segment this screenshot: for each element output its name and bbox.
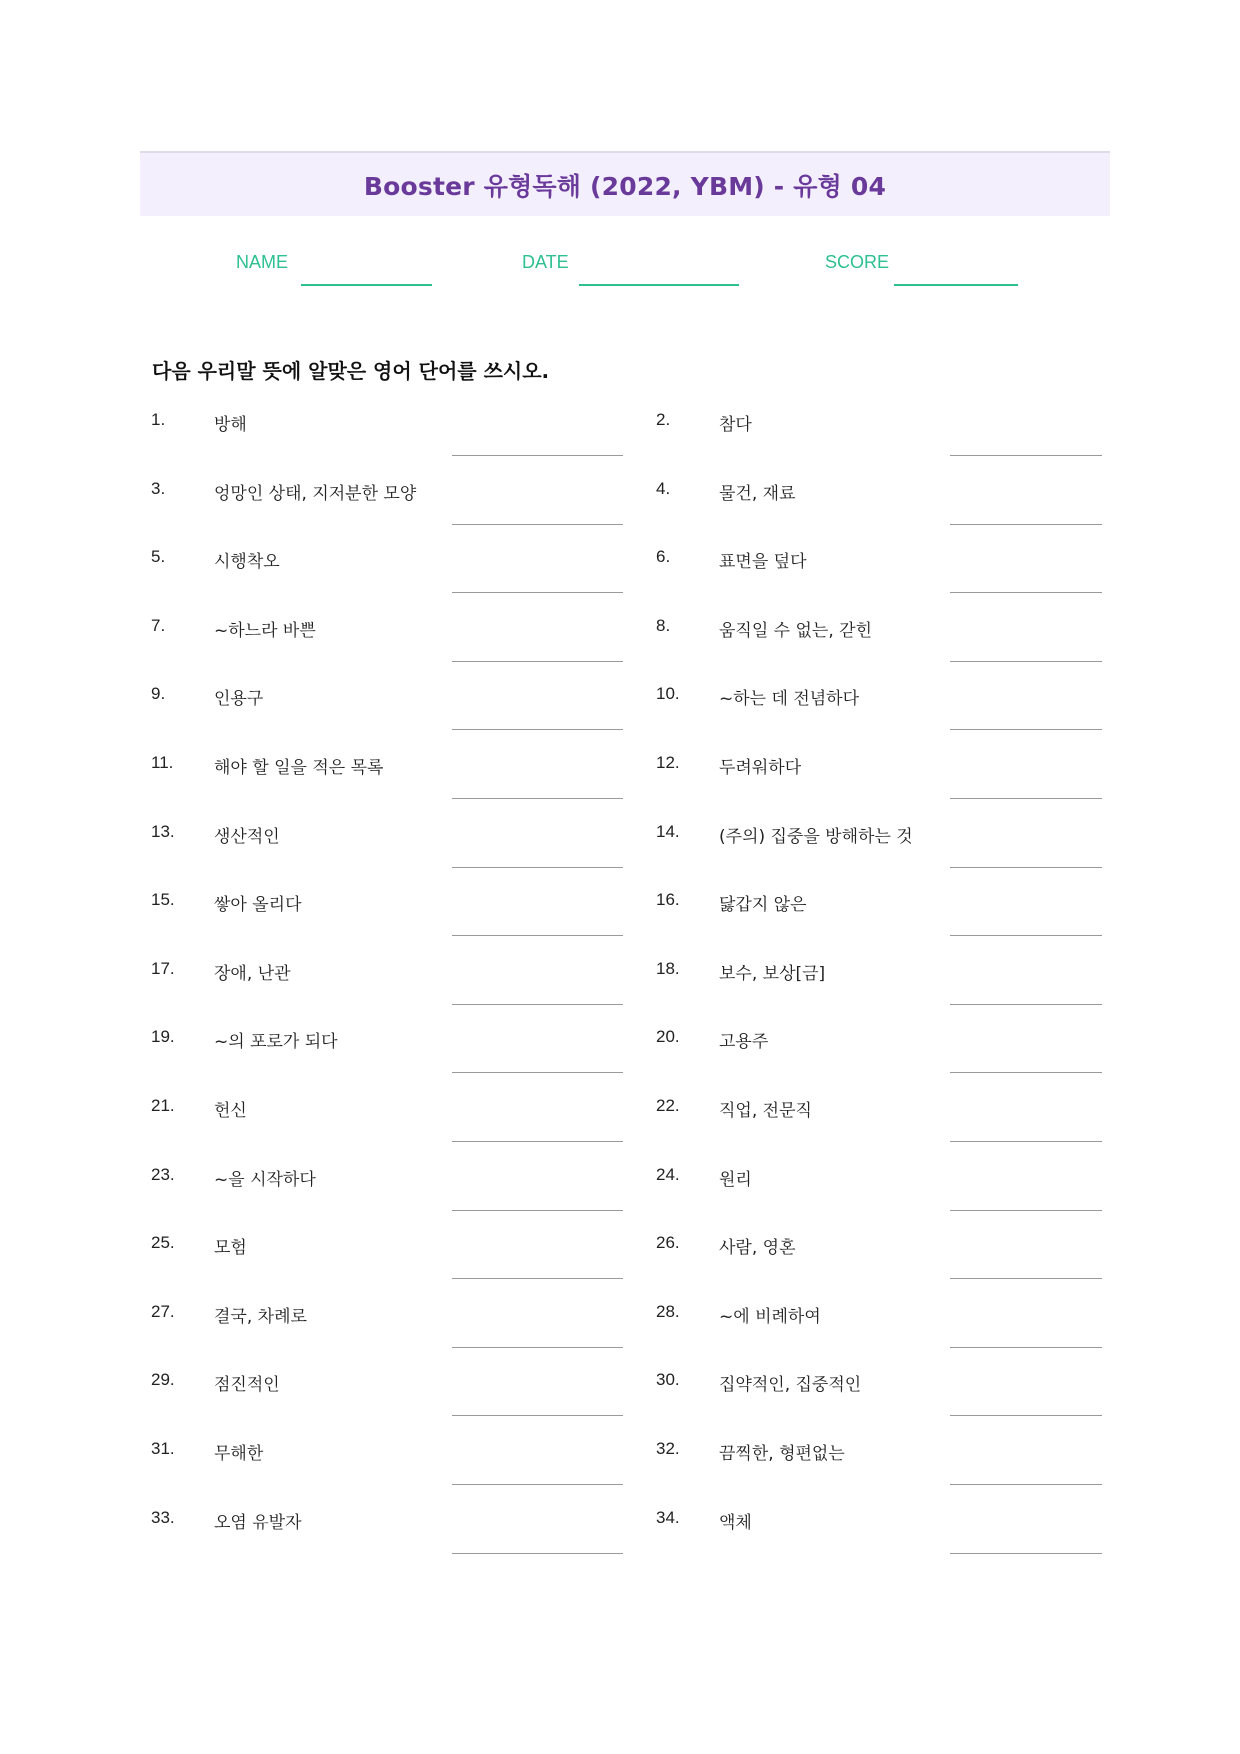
vocab-item: [151, 890, 623, 959]
name-label: NAME: [236, 252, 289, 272]
answer-blank[interactable]: [452, 1141, 623, 1142]
vocab-item-meaning: 두려워하다: [719, 758, 802, 778]
vocab-item: [656, 1439, 1102, 1508]
vocab-item: [151, 1439, 623, 1508]
vocab-item-number: 15.: [151, 890, 175, 910]
vocab-item-meaning: 보수, 보상[금]: [719, 963, 826, 984]
vocab-item-number: 7.: [151, 615, 166, 635]
vocab-item: [151, 616, 623, 685]
vocab-item-number: 11.: [151, 753, 174, 772]
date-label: DATE: [522, 252, 569, 272]
vocab-item-number: 13.: [151, 821, 175, 841]
answer-blank[interactable]: [950, 867, 1102, 868]
vocab-item-number: 22.: [656, 1096, 680, 1115]
answer-blank[interactable]: [452, 1347, 623, 1348]
vocab-item: [656, 1508, 1102, 1577]
answer-blank[interactable]: [452, 1072, 623, 1073]
vocab-item-meaning: 생산적인: [214, 826, 280, 847]
vocab-item-number: 27.: [151, 1301, 175, 1321]
answer-blank[interactable]: [950, 1004, 1102, 1005]
vocab-item: [151, 684, 623, 753]
vocab-item: [151, 1165, 623, 1234]
vocab-item-meaning: 닳갑지 않은: [719, 895, 807, 916]
answer-blank[interactable]: [950, 1347, 1102, 1348]
vocab-item-meaning: 직업, 전문직: [719, 1101, 812, 1121]
vocab-item-number: 17.: [151, 958, 175, 978]
vocab-item-number: 12.: [656, 753, 680, 772]
vocab-item-number: 30.: [656, 1370, 680, 1390]
vocab-item-meaning: 집약적인, 집중적인: [719, 1375, 862, 1396]
vocab-item-number: 4.: [656, 478, 671, 498]
vocab-item-meaning: 엉망인 상태, 지저분한 모양: [214, 483, 417, 504]
vocab-item: [656, 684, 1102, 753]
vocab-item-number: 10.: [656, 684, 680, 704]
vocab-item: [151, 1508, 623, 1577]
vocab-item: [151, 547, 623, 616]
vocab-item-number: 1.: [151, 410, 166, 429]
instruction-text: 다음 우리말 뜻에 알맞은 영어 단어를 쓰시오.: [152, 359, 550, 383]
vocab-item-number: 6.: [656, 547, 671, 567]
score-label: SCORE: [825, 252, 890, 272]
vocab-item-number: 24.: [656, 1164, 680, 1184]
vocab-item: [656, 822, 1102, 891]
vocab-item-number: 26.: [656, 1233, 680, 1253]
answer-blank[interactable]: [950, 1141, 1102, 1142]
vocab-item-meaning: 표면을 덮다: [719, 552, 807, 573]
vocab-item: [656, 547, 1102, 616]
answer-blank[interactable]: [452, 1415, 623, 1416]
answer-blank[interactable]: [452, 455, 623, 456]
vocab-item: [656, 410, 1102, 479]
vocab-item: [151, 1096, 623, 1165]
vocab-item-number: 25.: [151, 1233, 175, 1253]
vocab-item-number: 28.: [656, 1301, 680, 1321]
answer-blank[interactable]: [950, 455, 1102, 456]
vocab-item-meaning: 헌신: [214, 1101, 247, 1121]
vocab-item-meaning: 끔찍한, 형편없는: [719, 1444, 845, 1464]
vocab-item: [656, 1370, 1102, 1439]
vocab-item-meaning: 오염 유발자: [214, 1512, 302, 1533]
vocab-item-number: 8.: [656, 615, 671, 635]
vocab-item-number: 31.: [151, 1439, 175, 1458]
vocab-item: [656, 1096, 1102, 1165]
vocab-item-number: 33.: [151, 1507, 175, 1527]
answer-blank[interactable]: [950, 1415, 1102, 1416]
student-info-row: [0, 250, 1240, 290]
vocab-item-number: 21.: [151, 1096, 175, 1115]
vocab-item-meaning: 해야 할 일을 적은 목록: [214, 758, 384, 778]
vocab-item-meaning: (주의) 집중을 방해하는 것: [719, 826, 913, 847]
vocab-item-meaning: 장애, 난관: [214, 963, 291, 984]
vocab-item-number: 2.: [656, 410, 671, 429]
vocab-item: [151, 959, 623, 1028]
answer-blank[interactable]: [452, 592, 623, 593]
vocab-item: [151, 1027, 623, 1096]
vocab-item-meaning: 물건, 재료: [719, 483, 796, 504]
answer-blank[interactable]: [950, 1553, 1102, 1554]
answer-blank[interactable]: [452, 867, 623, 868]
vocab-item: [656, 479, 1102, 548]
vocab-item-meaning: ~하는 데 전념하다: [719, 689, 860, 710]
answer-blank[interactable]: [950, 1210, 1102, 1211]
answer-blank[interactable]: [452, 1004, 623, 1005]
vocab-item-number: 18.: [656, 958, 680, 978]
vocab-item-meaning: 방해: [214, 415, 247, 435]
answer-blank[interactable]: [950, 592, 1102, 593]
vocab-item-meaning: ~에 비례하여: [719, 1306, 821, 1327]
answer-blank[interactable]: [950, 729, 1102, 730]
vocab-item-meaning: 인용구: [214, 689, 264, 710]
answer-blank[interactable]: [452, 935, 623, 936]
vocab-item: [151, 822, 623, 891]
vocab-item-number: 32.: [656, 1439, 680, 1458]
score-field[interactable]: [894, 284, 1018, 286]
answer-blank[interactable]: [452, 798, 623, 799]
vocab-item: [656, 959, 1102, 1028]
answer-blank[interactable]: [452, 524, 623, 525]
vocab-item: [656, 1165, 1102, 1234]
vocab-item-meaning: 고용주: [719, 1032, 769, 1053]
vocab-item: [656, 1233, 1102, 1302]
vocab-item: [151, 753, 623, 822]
page-title: Booster 유형독해 (2022, YBM) - 유형 04: [363, 171, 887, 201]
vocab-item-meaning: 원리: [719, 1169, 752, 1190]
answer-blank[interactable]: [452, 729, 623, 730]
vocab-item-number: 29.: [151, 1370, 175, 1390]
title-bar: [140, 151, 1110, 216]
vocab-item-number: 23.: [151, 1164, 175, 1184]
vocab-item: [151, 1233, 623, 1302]
vocab-item-meaning: 액체: [719, 1512, 752, 1533]
vocab-item: [151, 410, 623, 479]
vocab-item-number: 5.: [151, 547, 166, 567]
vocab-item: [656, 890, 1102, 959]
vocab-item-number: 20.: [656, 1027, 680, 1047]
vocab-item: [151, 479, 623, 548]
vocab-item-number: 14.: [656, 821, 680, 841]
vocab-item-meaning: 무해한: [214, 1444, 264, 1464]
vocab-item-number: 9.: [151, 684, 166, 704]
vocab-item-number: 3.: [151, 478, 166, 498]
answer-blank[interactable]: [452, 1484, 623, 1485]
vocab-item-meaning: ~을 시작하다: [214, 1169, 316, 1190]
answer-blank[interactable]: [452, 1278, 623, 1279]
answer-blank[interactable]: [950, 524, 1102, 525]
name-field[interactable]: [301, 284, 432, 286]
vocab-item: [656, 1027, 1102, 1096]
vocab-item-meaning: ~하느라 바쁜: [214, 620, 316, 641]
vocab-item-meaning: 움직일 수 없는, 갇힌: [719, 620, 872, 641]
vocab-item-number: 19.: [151, 1027, 175, 1047]
answer-blank[interactable]: [950, 1484, 1102, 1485]
vocab-item-meaning: ~의 포로가 되다: [214, 1032, 338, 1053]
answer-blank[interactable]: [950, 1072, 1102, 1073]
vocab-item-meaning: 시행착오: [214, 552, 280, 573]
vocab-item: [656, 616, 1102, 685]
answer-blank[interactable]: [452, 1210, 623, 1211]
answer-blank[interactable]: [452, 1553, 623, 1554]
vocab-item: [656, 1302, 1102, 1371]
vocab-item-meaning: 결국, 차례로: [214, 1306, 307, 1327]
answer-blank[interactable]: [950, 1278, 1102, 1279]
date-field[interactable]: [579, 284, 739, 286]
vocab-item: [151, 1370, 623, 1439]
vocab-item: [656, 753, 1102, 822]
vocab-item-meaning: 점진적인: [214, 1375, 280, 1396]
vocab-item-number: 34.: [656, 1507, 680, 1527]
vocab-item-meaning: 사람, 영혼: [719, 1238, 796, 1259]
answer-blank[interactable]: [950, 661, 1102, 662]
vocab-item-meaning: 참다: [719, 415, 752, 435]
vocab-item: [151, 1302, 623, 1371]
answer-blank[interactable]: [950, 798, 1102, 799]
answer-blank[interactable]: [452, 661, 623, 662]
vocab-item-number: 16.: [656, 890, 680, 910]
answer-blank[interactable]: [950, 935, 1102, 936]
vocab-item-meaning: 쌓아 올리다: [214, 895, 302, 916]
vocab-item-meaning: 모험: [214, 1238, 247, 1259]
